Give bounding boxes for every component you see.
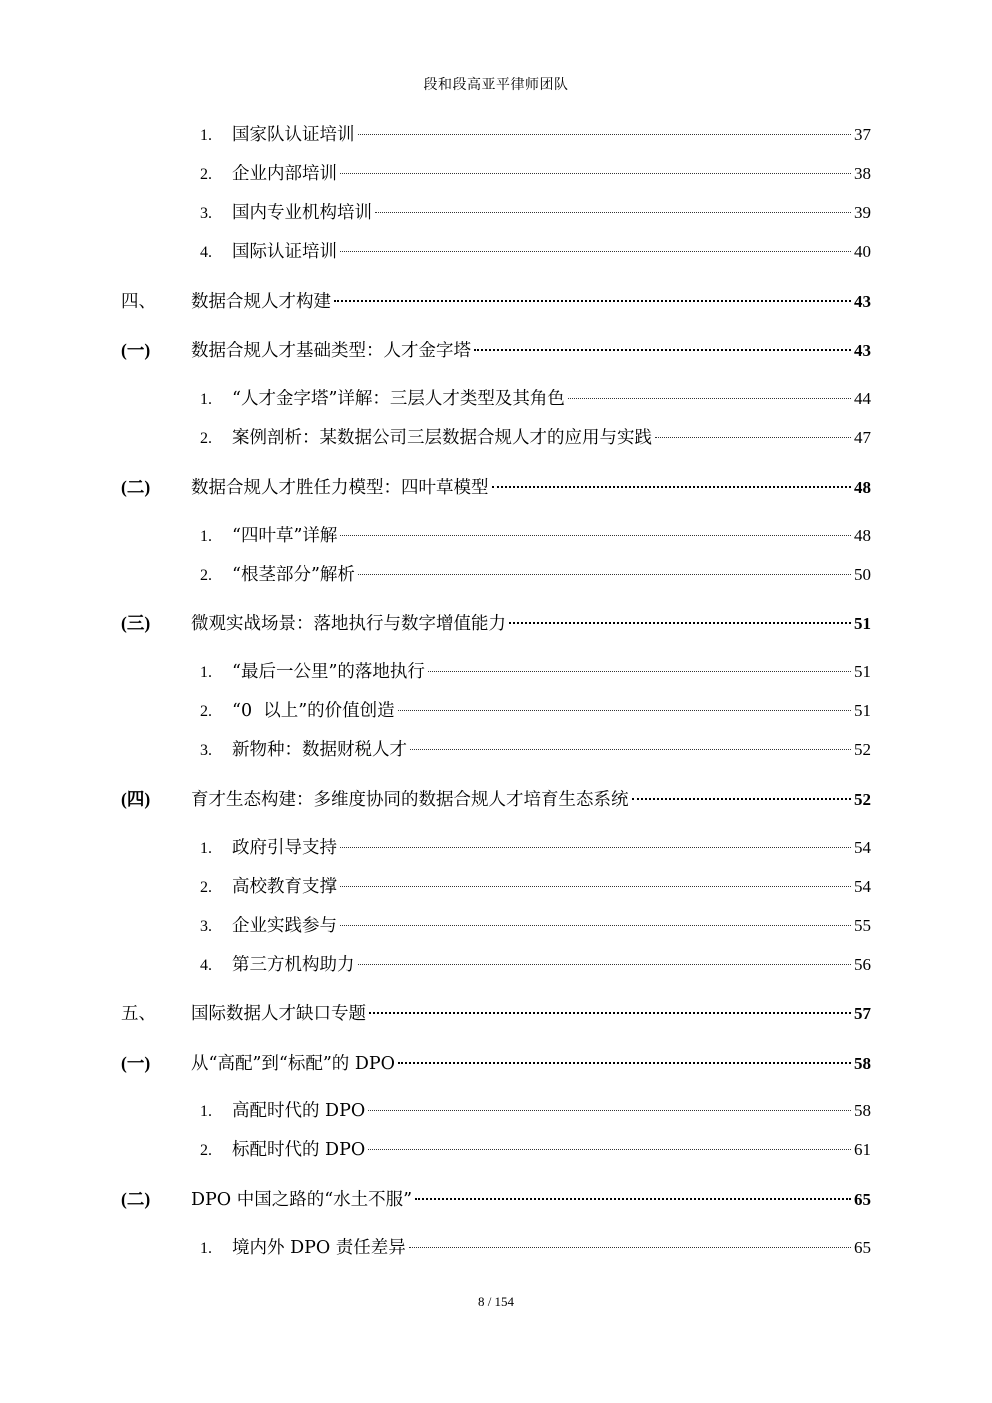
- toc-entry-page: 56: [854, 955, 871, 974]
- toc-entry-page: 39: [854, 203, 871, 222]
- toc-leader-dots: [428, 671, 851, 672]
- toc-section-entry[interactable]: [121, 1051, 871, 1076]
- toc-entry-number: 2.: [200, 567, 212, 584]
- toc-entry-page: 43: [854, 341, 871, 360]
- toc-entry-number: 3.: [200, 742, 212, 759]
- toc-entry[interactable]: [200, 738, 871, 763]
- toc-entry-page: 57: [854, 1004, 871, 1023]
- toc-entry-number: 3.: [200, 205, 212, 222]
- toc-leader-dots: [655, 437, 851, 438]
- toc-entry-number: 1.: [200, 127, 212, 144]
- toc-leader-dots: [340, 173, 851, 174]
- toc-entry-page: 44: [854, 389, 871, 408]
- toc-entry[interactable]: [200, 660, 871, 685]
- toc-entry-title: “最后一公里”的落地执行: [232, 662, 425, 682]
- toc-leader-dots: [474, 349, 851, 351]
- toc-entry[interactable]: [200, 240, 871, 265]
- toc-entry-title: 微观实战场景：落地执行与数字增值能力: [191, 614, 506, 634]
- toc-entry-title: 高校教育支撑: [232, 877, 337, 897]
- toc-entry-page: 54: [854, 877, 871, 896]
- toc-entry-title: 数据合规人才构建: [191, 292, 331, 312]
- toc-entry-number: 1.: [200, 1240, 212, 1257]
- toc-entry-page: 52: [854, 740, 871, 759]
- toc-entry-title: 企业内部培训: [232, 164, 337, 184]
- toc-entry-page: 58: [854, 1054, 871, 1073]
- toc-entry-title: 数据合规人才胜任力模型：四叶草模型: [191, 478, 489, 498]
- toc-entry-number: (四): [121, 789, 151, 809]
- toc-leader-dots: [340, 847, 851, 848]
- toc-entry[interactable]: [200, 123, 871, 148]
- toc-entry-number: (一): [121, 1053, 151, 1073]
- toc-entry[interactable]: [200, 387, 871, 412]
- toc-leader-dots: [492, 486, 852, 488]
- toc-entry[interactable]: [200, 1138, 871, 1163]
- toc-entry-title: 国际认证培训: [232, 242, 337, 262]
- toc-entry-title: 国家队认证培训: [232, 125, 355, 145]
- toc-leader-dots: [415, 1198, 851, 1200]
- toc-leader-dots: [340, 535, 851, 536]
- toc-entry-number: 2.: [200, 879, 212, 896]
- toc-entry-number: (三): [121, 613, 151, 633]
- toc-entry[interactable]: [200, 875, 871, 900]
- toc-entry-title: 企业实践参与: [232, 916, 337, 936]
- toc-chapter-entry[interactable]: [121, 289, 871, 314]
- toc-entry-number: (二): [121, 477, 151, 497]
- toc-entry[interactable]: [200, 524, 871, 549]
- toc-entry-number: (二): [121, 1189, 151, 1209]
- toc-entry-title: 育才生态构建：多维度协同的数据合规人才培育生态系统: [191, 790, 629, 810]
- toc-entry-title: 从“高配”到“标配”的 DPO: [191, 1054, 396, 1074]
- toc-entry-number: 1.: [200, 664, 212, 681]
- toc-entry[interactable]: [200, 914, 871, 939]
- toc-entry-title: 标配时代的 DPO: [232, 1140, 366, 1160]
- toc-entry-page: 47: [854, 428, 871, 447]
- toc-entry-number: 3.: [200, 918, 212, 935]
- toc-entry-page: 40: [854, 242, 871, 261]
- toc-leader-dots: [340, 251, 851, 252]
- toc-entry-title: 新物种：数据财税人才: [232, 740, 407, 760]
- toc-entry-page: 43: [854, 292, 871, 311]
- toc-entry-title: 政府引导支持: [232, 838, 337, 858]
- toc-leader-dots: [375, 212, 851, 213]
- toc-section-entry[interactable]: [121, 1187, 871, 1212]
- toc-leader-dots: [334, 300, 851, 302]
- toc-entry-number: 四、: [121, 291, 156, 311]
- toc-entry-page: 37: [854, 125, 871, 144]
- toc-leader-dots: [409, 1247, 851, 1248]
- toc-leader-dots: [568, 398, 851, 399]
- page-header: 段和段高亚平律师团队: [423, 77, 569, 93]
- toc-entry-page: 50: [854, 565, 871, 584]
- toc-entry-page: 51: [854, 614, 871, 633]
- toc-entry-page: 51: [854, 701, 871, 720]
- toc-entry-title: 数据合规人才基础类型：人才金字塔: [191, 341, 471, 361]
- toc-entry[interactable]: [200, 563, 871, 588]
- toc-entry[interactable]: [200, 162, 871, 187]
- toc-entry-number: (一): [121, 340, 151, 360]
- toc-entry[interactable]: [200, 699, 871, 724]
- toc-entry-page: 54: [854, 838, 871, 857]
- toc-leader-dots: [632, 798, 852, 800]
- toc-entry-title: “根茎部分”解析: [232, 565, 355, 585]
- toc-entry-number: 1.: [200, 391, 212, 408]
- toc-entry-title: 案例剖析：某数据公司三层数据合规人才的应用与实践: [232, 428, 652, 448]
- toc-entry-title: “0 以上”的价值创造: [232, 701, 395, 721]
- toc-leader-dots: [358, 574, 851, 575]
- toc-entry-page: 48: [854, 478, 871, 497]
- toc-entry[interactable]: [200, 1236, 871, 1261]
- page-number-footer: 8 / 154: [477, 1294, 515, 1309]
- toc-entry-number: 五、: [121, 1003, 156, 1023]
- toc-leader-dots: [368, 1149, 851, 1150]
- toc-entry[interactable]: [200, 1099, 871, 1124]
- toc-chapter-entry[interactable]: [121, 1001, 871, 1026]
- toc-section-entry[interactable]: [121, 475, 871, 500]
- toc-entry-number: 2.: [200, 166, 212, 183]
- toc-entry-number: 2.: [200, 430, 212, 447]
- toc-entry-page: 38: [854, 164, 871, 183]
- toc-entry-title: 国际数据人才缺口专题: [191, 1004, 366, 1024]
- toc-leader-dots: [369, 1012, 851, 1014]
- toc-leader-dots: [410, 749, 851, 750]
- toc-entry-title: DPO 中国之路的“水土不服”: [191, 1190, 413, 1210]
- toc-entry-title: 高配时代的 DPO: [232, 1101, 366, 1121]
- toc-section-entry[interactable]: [121, 611, 871, 636]
- toc-section-entry[interactable]: [121, 338, 871, 363]
- toc-entry[interactable]: [200, 836, 871, 861]
- toc-section-entry[interactable]: [121, 787, 871, 812]
- toc-entry-number: 4.: [200, 244, 212, 261]
- toc-entry[interactable]: [200, 426, 871, 451]
- toc-leader-dots: [340, 925, 851, 926]
- toc-entry-page: 65: [854, 1238, 871, 1257]
- toc-entry-title: 国内专业机构培训: [232, 203, 372, 223]
- toc-leader-dots: [368, 1110, 851, 1111]
- toc-leader-dots: [358, 134, 852, 135]
- toc-entry[interactable]: [200, 953, 871, 978]
- toc-entry-number: 1.: [200, 1103, 212, 1120]
- toc-leader-dots: [358, 964, 852, 965]
- toc-leader-dots: [509, 622, 851, 624]
- toc-leader-dots: [398, 710, 851, 711]
- toc-entry-page: 61: [854, 1140, 871, 1159]
- toc-leader-dots: [340, 886, 851, 887]
- toc-entry-page: 58: [854, 1101, 871, 1120]
- toc-entry-title: “人才金字塔”详解：三层人才类型及其角色: [232, 389, 565, 409]
- toc-entry-number: 2.: [200, 1142, 212, 1159]
- toc-entry-number: 1.: [200, 840, 212, 857]
- toc-leader-dots: [398, 1062, 851, 1064]
- toc-entry-page: 51: [854, 662, 871, 681]
- toc-entry-number: 4.: [200, 957, 212, 974]
- toc-entry-title: “四叶草”详解: [232, 526, 338, 546]
- toc-entry[interactable]: [200, 201, 871, 226]
- toc-entry-number: 1.: [200, 528, 212, 545]
- toc-entry-number: 2.: [200, 703, 212, 720]
- toc-entry-page: 55: [854, 916, 871, 935]
- toc-entry-page: 65: [854, 1190, 871, 1209]
- toc-entry-page: 52: [854, 790, 871, 809]
- toc-entry-page: 48: [854, 526, 871, 545]
- toc-entry-title: 第三方机构助力: [232, 955, 355, 975]
- toc-entry-title: 境内外 DPO 责任差异: [232, 1238, 406, 1258]
